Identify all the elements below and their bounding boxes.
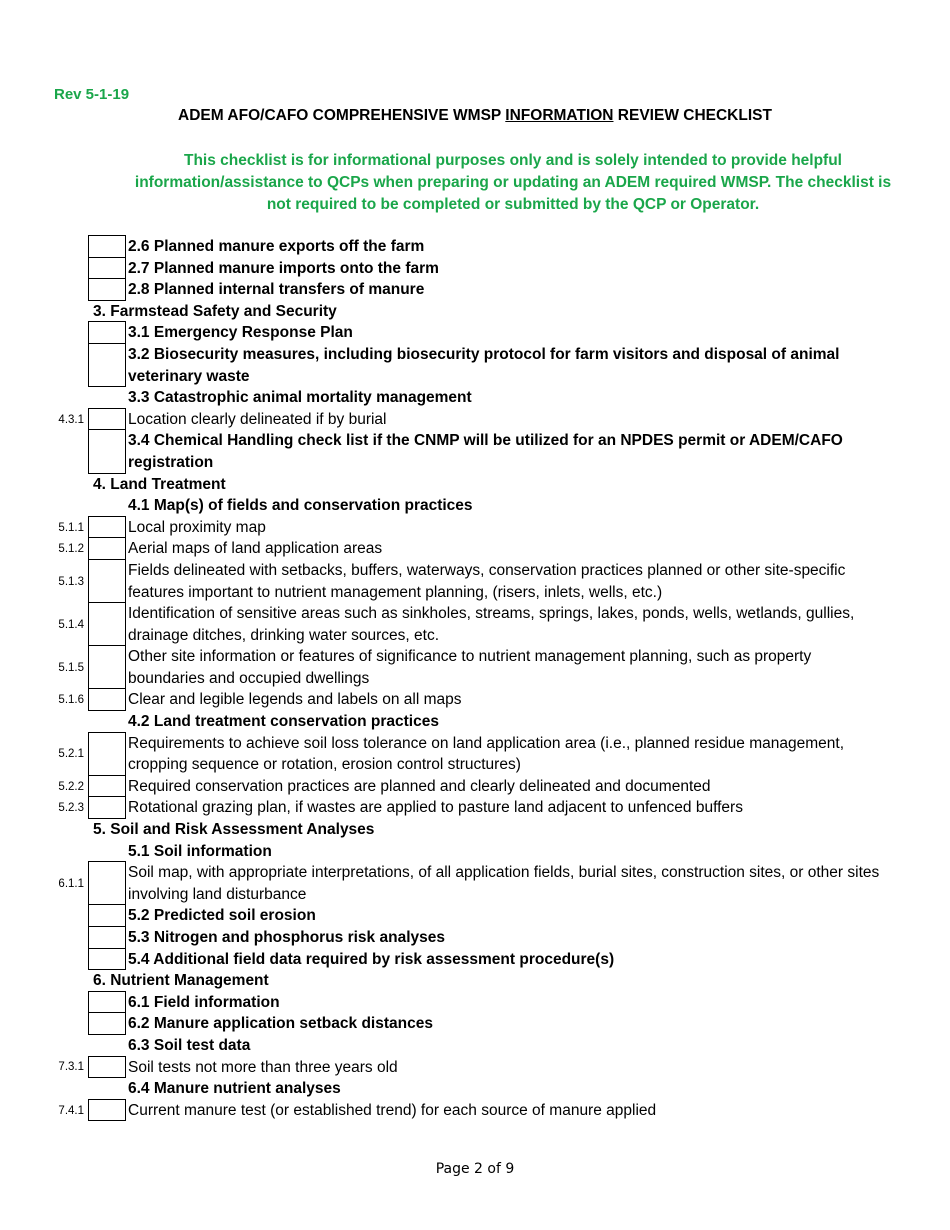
item-label: 5.1 Soil information — [128, 842, 272, 860]
checkbox[interactable] — [88, 408, 126, 431]
item-code: 5.2.1 — [58, 748, 84, 761]
item-code — [0, 236, 88, 258]
section-heading: 4. Land Treatment — [93, 475, 226, 493]
checklist-row — [0, 409, 950, 431]
checkbox[interactable] — [88, 429, 126, 473]
section-heading-row — [0, 301, 950, 323]
item-code — [0, 819, 92, 841]
item-code — [0, 495, 88, 517]
checkbox[interactable] — [88, 257, 126, 280]
page-number: Page 2 of 9 — [435, 1161, 515, 1177]
item-label: 2.6 Planned manure exports off the farm — [128, 238, 425, 255]
item-label: Current manure test (or established trend) for each source of manure applied — [128, 1101, 657, 1119]
item-label: 6.1 Field information — [128, 993, 280, 1011]
checklist-row — [0, 905, 950, 927]
checkbox[interactable] — [88, 688, 126, 711]
item-code — [0, 841, 88, 863]
item-code: 5.2.3 — [58, 802, 84, 815]
item-code — [0, 905, 88, 927]
checklist-row — [0, 1057, 950, 1079]
checklist-row — [0, 992, 950, 1014]
item-code — [0, 279, 88, 301]
checkbox-spacer — [88, 1078, 126, 1100]
item-code: 5.2.2 — [58, 780, 84, 793]
item-label: Location clearly delineated if by burial — [128, 410, 387, 428]
section-heading-row — [0, 474, 950, 496]
item-label: 3.4 Chemical Handling check list if the CNMP will be utilized for an NPDES permit or ADEM/CAFO registration — [128, 432, 843, 471]
checklist-row — [0, 646, 950, 689]
checklist-row — [0, 1035, 950, 1057]
item-label: Fields delineated with setbacks, buffers, waterways, conservation practices planned or other site-specific features important to nutrient management planning, (risers, inlets, wells, etc.) — [128, 561, 846, 601]
item-code — [0, 970, 92, 992]
checkbox-spacer — [88, 711, 126, 733]
item-code: 7.3.1 — [58, 1061, 84, 1074]
item-code — [0, 301, 92, 323]
checklist-row — [0, 1078, 950, 1100]
checkbox-spacer — [88, 495, 126, 517]
checklist-row — [0, 258, 950, 280]
checkbox[interactable] — [88, 537, 126, 560]
checklist-row — [0, 560, 950, 603]
item-code — [0, 430, 88, 473]
item-code — [0, 1013, 88, 1035]
item-label: Soil map, with appropriate interpretations, of all application fields, burial sites, construction sites, or other sites involving land disturbance — [128, 864, 880, 903]
section-heading-row — [0, 970, 950, 992]
item-code: 5.1.3 — [58, 575, 84, 588]
checkbox-spacer — [88, 1035, 126, 1057]
title-prefix: ADEM AFO/CAFO COMPREHENSIVE WMSP — [178, 107, 506, 124]
item-label: 2.7 Planned manure imports onto the farm — [128, 259, 439, 277]
item-label: 3.1 Emergency Response Plan — [128, 324, 353, 342]
item-code — [0, 258, 88, 280]
checkbox[interactable] — [88, 516, 126, 539]
section-heading: 3. Farmstead Safety and Security — [93, 302, 337, 320]
item-label: 5.4 Additional field data required by risk assessment procedure(s) — [128, 950, 615, 968]
item-label: 6.2 Manure application setback distances — [128, 1015, 433, 1033]
item-label: Soil tests not more than three years old — [128, 1058, 398, 1076]
checkbox[interactable] — [88, 1056, 126, 1079]
item-label: 6.4 Manure nutrient analyses — [128, 1080, 341, 1098]
section-heading-row — [0, 819, 950, 841]
item-label: 5.2 Predicted soil erosion — [128, 907, 316, 925]
item-code: 4.3.1 — [58, 413, 84, 426]
checkbox[interactable] — [88, 559, 126, 603]
item-code: 5.1.4 — [58, 618, 84, 631]
item-code: 7.4.1 — [58, 1104, 84, 1117]
item-label: Required conservation practices are planned and clearly delineated and documented — [128, 777, 711, 795]
checkbox[interactable] — [88, 1099, 126, 1122]
item-label: 6.3 Soil test data — [128, 1036, 251, 1054]
revision-label: Rev 5-1-19 — [54, 86, 130, 103]
item-code: 5.1.2 — [58, 543, 84, 556]
checkbox[interactable] — [88, 861, 126, 905]
checkbox[interactable] — [88, 732, 126, 776]
checkbox-spacer — [88, 841, 126, 863]
item-code: 6.1.1 — [58, 877, 84, 890]
checkbox[interactable] — [88, 602, 126, 646]
checklist-row — [0, 1013, 950, 1035]
checklist — [0, 236, 950, 1121]
checklist-row — [0, 927, 950, 949]
title-suffix: REVIEW CHECKLIST — [613, 107, 772, 124]
item-code — [0, 949, 88, 971]
checklist-row — [0, 1100, 950, 1122]
item-label: Rotational grazing plan, if wastes are applied to pasture land adjacent to unfenced buffers — [128, 799, 743, 817]
item-code — [0, 474, 92, 496]
checklist-row — [0, 797, 950, 819]
item-code — [0, 1035, 88, 1057]
checkbox[interactable] — [88, 991, 126, 1014]
item-label: 2.8 Planned internal transfers of manure — [128, 281, 425, 299]
checkbox[interactable] — [88, 278, 126, 301]
checkbox[interactable] — [88, 645, 126, 689]
checklist-row — [0, 322, 950, 344]
item-label: 5.3 Nitrogen and phosphorus risk analyses — [128, 929, 445, 946]
checkbox[interactable] — [88, 1012, 126, 1035]
item-label: 3.2 Biosecurity measures, including biosecurity protocol for farm visitors and disposal of animal veterinary waste — [128, 345, 840, 385]
checklist-row — [0, 711, 950, 733]
section-heading: 6. Nutrient Management — [93, 972, 269, 990]
checkbox-spacer — [88, 387, 126, 409]
item-label: Identification of sensitive areas such as sinkholes, streams, springs, lakes, ponds, wells, wetlands, gullies, drainage ditches, drinking water sources, etc. — [128, 605, 855, 644]
item-code: 5.1.6 — [58, 694, 84, 707]
item-code — [0, 927, 88, 949]
checkbox[interactable] — [88, 343, 126, 387]
checklist-row — [0, 603, 950, 646]
item-label: Clear and legible legends and labels on all maps — [128, 691, 462, 709]
section-heading: 5. Soil and Risk Assessment Analyses — [93, 821, 375, 839]
checkbox[interactable] — [88, 796, 126, 819]
item-label: Requirements to achieve soil loss tolerance on land application area (i.e., planned residue management, cropping sequence or rotation, erosion control structures) — [128, 734, 845, 774]
checkbox[interactable] — [88, 926, 126, 949]
item-code: 5.1.1 — [58, 521, 84, 534]
item-code — [0, 711, 88, 733]
item-code — [0, 387, 88, 409]
checkbox[interactable] — [88, 904, 126, 927]
checklist-row — [0, 841, 950, 863]
item-code — [0, 322, 88, 344]
checklist-row — [0, 517, 950, 539]
checklist-row — [0, 862, 950, 905]
item-label: Other site information or features of significance to nutrient management planning, such as property boundaries and occupied dwellings — [128, 648, 812, 687]
checklist-row — [0, 344, 950, 387]
checkbox[interactable] — [88, 948, 126, 971]
item-label: Aerial maps of land application areas — [128, 540, 383, 558]
item-label: Local proximity map — [128, 518, 266, 536]
item-code — [0, 992, 88, 1014]
page-title — [0, 107, 950, 125]
checkbox[interactable] — [88, 235, 126, 258]
checklist-row — [0, 387, 950, 409]
title-underlined-word: INFORMATION — [505, 107, 614, 124]
checklist-row — [0, 495, 950, 517]
checklist-row — [0, 776, 950, 798]
item-code — [0, 1078, 88, 1100]
disclaimer-notice: This checklist is for informational purposes only and is solely intended to provide helpful information/assistance to QCPs when preparing or updating an ADEM required WMSP. The checklist is not required to be completed or submitted by the QCP or Operator. — [134, 152, 892, 213]
checklist-row — [0, 279, 950, 301]
checklist-row — [0, 538, 950, 560]
item-code: 5.1.5 — [58, 661, 84, 674]
checklist-row — [0, 430, 950, 473]
checklist-row — [0, 733, 950, 776]
checklist-row — [0, 236, 950, 258]
checkbox[interactable] — [88, 321, 126, 344]
item-label: 3.3 Catastrophic animal mortality management — [128, 389, 472, 407]
item-code — [0, 344, 88, 387]
checklist-row — [0, 689, 950, 711]
checkbox[interactable] — [88, 775, 126, 798]
item-label: 4.2 Land treatment conservation practices — [128, 713, 439, 731]
item-label: 4.1 Map(s) of fields and conservation practices — [128, 497, 473, 515]
checklist-row — [0, 949, 950, 971]
